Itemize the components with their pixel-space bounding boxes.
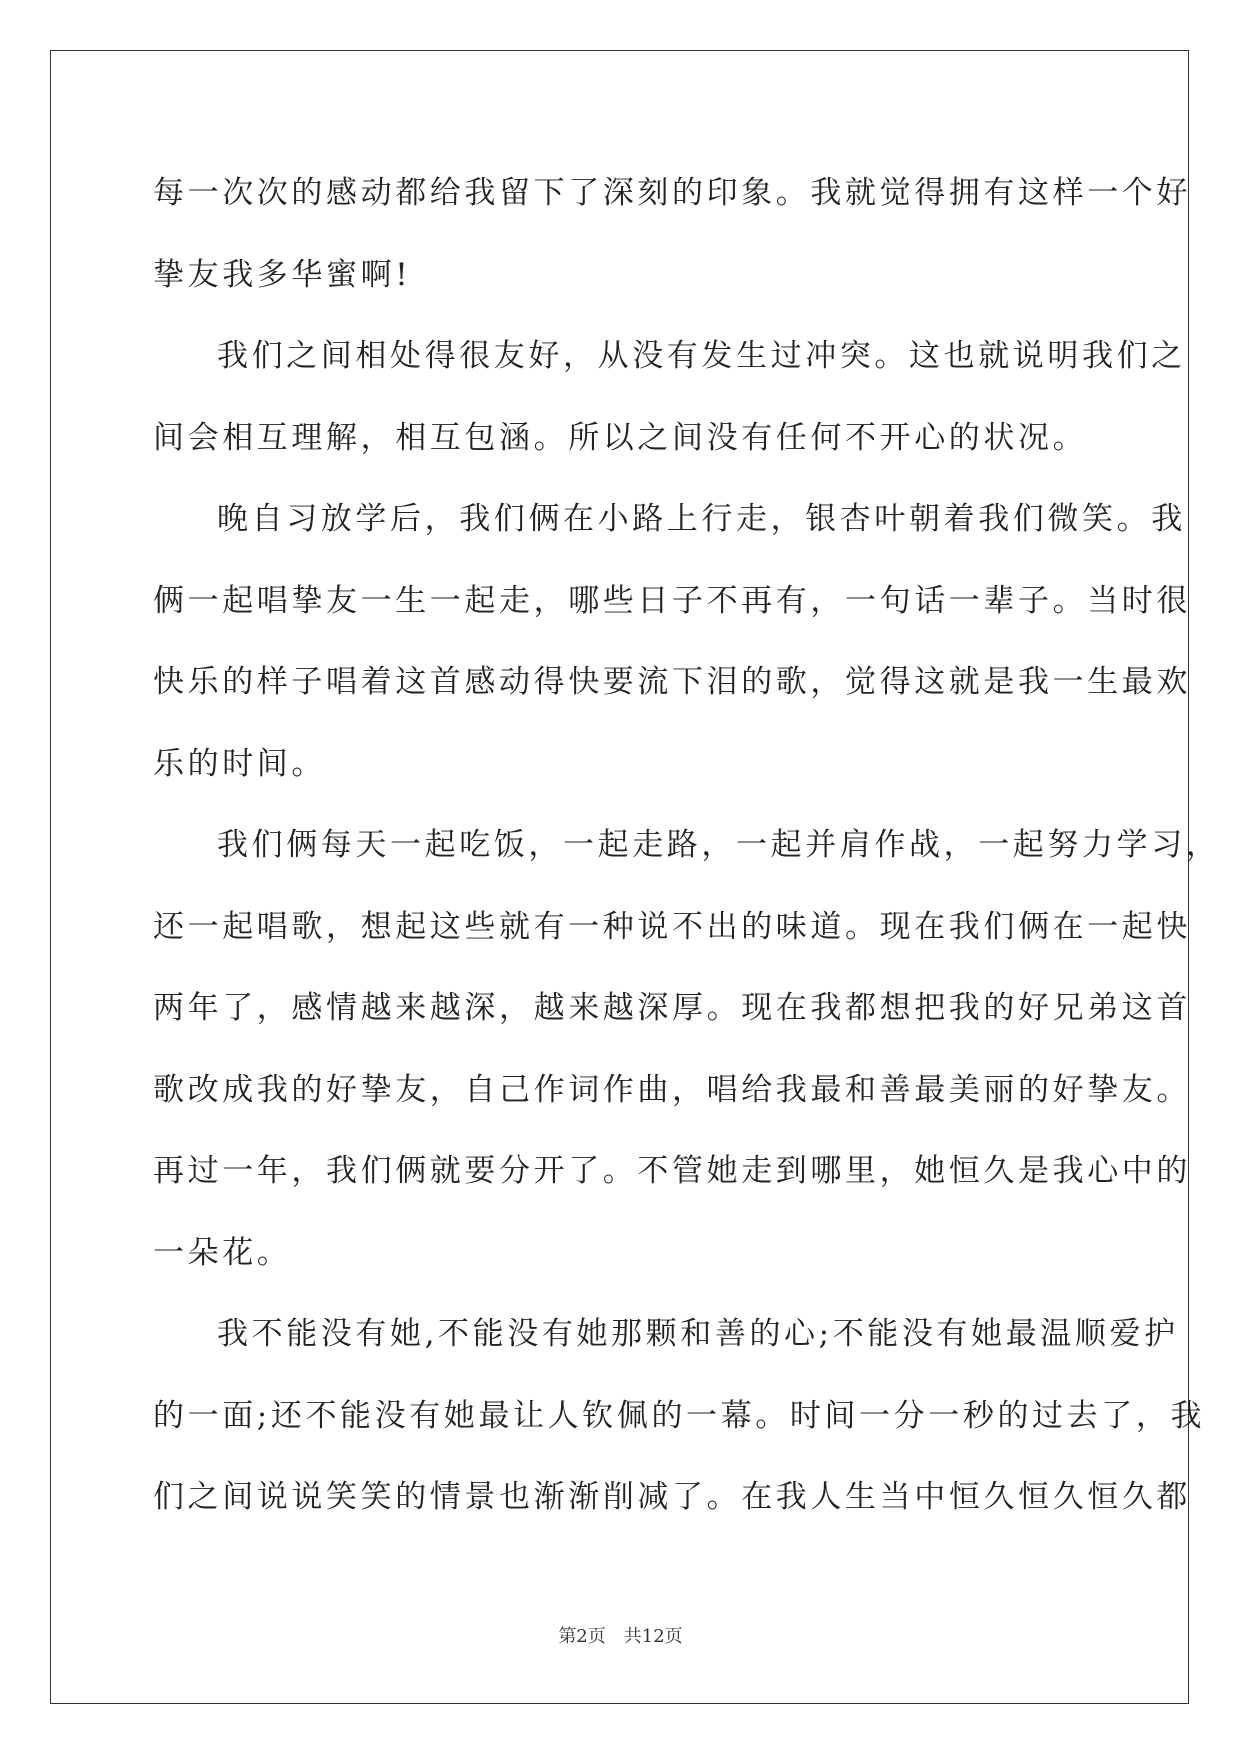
text-line: 挚友我多华蜜啊! bbox=[153, 256, 412, 293]
document-body bbox=[153, 160, 1221, 1546]
text-line: 们之间说说笑笑的情景也渐渐削减了。在我人生当中恒久恒久恒久都 bbox=[153, 1479, 1191, 1515]
page-footer bbox=[0, 1622, 1241, 1648]
text-line: 一朵花。 bbox=[153, 1234, 292, 1271]
text-line: 两年了，感情越来越深，越来越深厚。现在我都想把我的好兄弟这首 bbox=[153, 990, 1191, 1026]
text-line: 晚自习放学后，我们俩在小路上行走，银杏叶朝着我们微笑。我 bbox=[217, 501, 1186, 537]
text-line: 快乐的样子唱着这首感动得快要流下泪的歌，觉得这就是我一生最欢 bbox=[153, 664, 1191, 700]
text-line: 我们之间相处得很友好，从没有发生过冲突。这也就说明我们之 bbox=[217, 338, 1186, 374]
text-line: 还一起唱歌，想起这些就有一种说不出的味道。现在我们俩在一起快 bbox=[153, 908, 1191, 945]
page-total: 共12页 bbox=[623, 1626, 683, 1647]
text-line: 再过一年，我们俩就要分开了。不管她走到哪里，她恒久是我心中的 bbox=[153, 1153, 1191, 1189]
text-line: 歌改成我的好挚友，自己作词作曲，唱给我最和善最美丽的好挚友。 bbox=[153, 1071, 1191, 1108]
text-line: 的一面;还不能没有她最让人钦佩的一幕。时间一分一秒的过去了，我 bbox=[153, 1397, 1206, 1434]
text-line: 我不能没有她,不能没有她那颗和善的心;不能没有她最温顺爱护 bbox=[217, 1316, 1179, 1352]
page-number: 第2页 bbox=[558, 1626, 606, 1647]
text-line: 俩一起唱挚友一生一起走，哪些日子不再有，一句话一辈子。当时很 bbox=[153, 582, 1191, 619]
text-line: 间会相互理解，相互包涵。所以之间没有任何不开心的状况。 bbox=[153, 419, 1088, 456]
text-line: 我们俩每天一起吃饭，一起走路，一起并肩作战，一起努力学习， bbox=[217, 827, 1221, 863]
text-line: 每一次次的感动都给我留下了深刻的印象。我就觉得拥有这样一个好 bbox=[153, 175, 1191, 211]
text-line: 乐的时间。 bbox=[153, 745, 326, 782]
